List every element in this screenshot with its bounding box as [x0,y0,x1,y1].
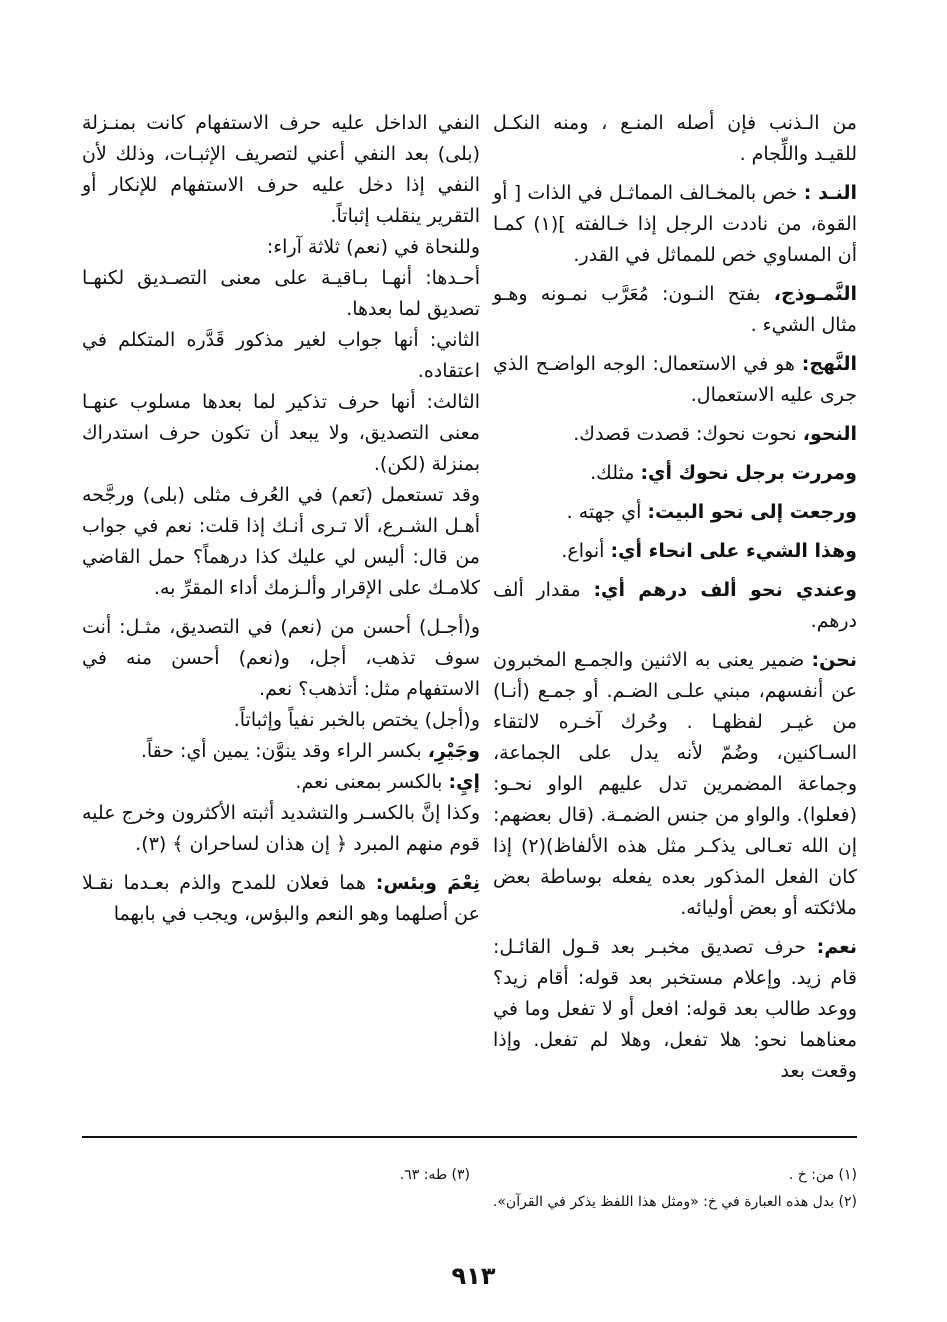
entry-text: بفتح النـون: مُعَرَّب نمـونه وهـو مثال الشيء . [493,283,857,336]
entry-term: النَّمـوذج، [773,283,857,305]
paragraph [82,705,480,736]
footnote-2: (٢) بدل هذه العبارة في خ: «ومثل هذا اللفظ يذكر في القرآن». [492,1194,857,1210]
paragraph [493,349,857,411]
paragraph [493,932,857,1087]
entry-text: هو في الاستعمال: الوجه الواضـح الذي جرى عليه الاستعمال. [493,353,857,406]
entry-term: وجَيْرِ، [427,740,480,762]
entry-term: نعم: [816,936,857,958]
paragraph [82,767,480,798]
entry-text: وكذا إنَّ بالكسـر والتشديد أثبته الأكثرون وخرج عليه قوم منهم المبرد ﴿ إن هذان لساحران ﴾ (٣). [82,802,480,855]
footnote-divider [82,1136,857,1138]
entry-text: وقد تستعمل (نَعم) في العُرف مثلى (بلى) ورجَّحه أهـل الشـرع، ألا تـرى أنـك إذا قلت: نعم في جواب من قال: أليس لي عليك كذا درهماً؟ حمل القاضي كلامـك على الإقرار وألـزمك أداء المقرِّ به. [82,484,480,599]
paragraph [82,387,480,480]
entry-text: حرف تصديق مخبـر بعد قـول القائـل: قام زيد. وإعلام مستخبر بعد قوله: أقام زيد؟ ووعد طالب بعد قوله: افعل أو لا تفعل وما في معناهما نحو: هلا تفعل، وهلا لم تفعل. وإذا وقعت بعد [493,936,857,1082]
right-column [493,108,857,1087]
entry-term: النـد : [803,182,857,204]
paragraph [82,480,480,604]
entry-text: من الـذنب فإن أصله المنـع ، ومنه النكـل للقيـد واللِّجام . [493,112,857,165]
paragraph [82,798,480,860]
paragraph [493,536,857,567]
paragraph [82,232,480,263]
paragraph [82,325,480,387]
entry-text: بالكسر بمعنى نعم. [295,771,449,793]
paragraph [82,108,480,232]
entry-text: ضمير يعنى به الاثنين والجمـع المخبرون عن أنفسهم، مبني علـى الضـم. أو جمـع (أنـا) من غيـر لفظهـا . وحُرك آخـره لالتقاء السـاكنين، وضُمّ لأنه يدل على الجماعة، وجماعة المضمرين تدل عليهم الواو نحـو: (فعلوا). والواو من جنس الضمـة. (قال بعضهم: إن الله تعـالى يذكـر مثل هذه الألفاظ)(٢) إذا كان الفعل المذكور بعده يفعله بوساطة بعض ملائكته أو بعض أوليائه. [493,649,857,919]
left-column [82,108,480,930]
entry-term: وعندي نحو ألف درهم أي: [593,579,857,601]
entry-term: وهذا الشيء على انحاء أي: [610,540,857,562]
paragraph [82,612,480,705]
entry-text: النفي الداخل عليه حرف الاستفهام كانت بمنـزلة (بلى) بعد النفي أعني لتصريف الإثبـات، وذلك لأن النفي إذا دخل عليه حرف الاستفهام للإنكار أو التقرير ينقلب إثباتاً. [82,112,480,227]
entry-text: نحوت نحوك: قصدت قصدك. [573,423,803,445]
entry-term: ورجعت إلى نحو البيت: [647,501,857,523]
paragraph [493,645,857,924]
entry-text: مقدار ألف درهم. [493,579,857,632]
paragraph [493,419,857,450]
entry-text: أنواع. [561,540,611,562]
footnote-1: (١) من: خ . [788,1167,857,1183]
entry-term: نِعْمَ وبئس: [375,872,480,894]
paragraph [82,736,480,767]
entry-text: أحـدها: أنهـا بـاقيـة على معنى التصـديق لكنهـا تصديق لما بعدها. [82,267,480,320]
paragraph [493,178,857,271]
paragraph [82,868,480,930]
paragraph [82,263,480,325]
entry-text: بكسر الراء وقد ينوَّن: يمين أي: حقاً. [140,740,428,762]
entry-text: الثالث: أنها حرف تذكير لما بعدها مسلوب عنهـا معنى التصديق، ولا يبعد أن تكون حرف استدراك بمنزلة (لكن). [82,391,480,475]
entry-text: أي جهته . [566,501,648,523]
entry-term: النَّهج: [801,353,857,375]
paragraph [493,497,857,528]
entry-text: خص بالمخـالف المماثـل في الذات [ أو القوة، من ناددت الرجل إذا خـالفته ](١) كمـا أن المساوي خص للمماثل في القدر. [493,182,858,266]
entry-text: وللنحاة في (نعم) ثلاثة آراء: [266,236,480,258]
entry-term: النحو، [802,423,857,445]
paragraph [493,108,857,170]
entry-term: إيِ: [448,771,480,793]
paragraph [493,575,857,637]
entry-text: و(أجـل) أحسن من (نعم) في التصديق، مثـل: أنت سوف تذهب، أجل، و(نعم) أحسن منه في الاستفهام مثل: أتذهب؟ نعم. [82,616,480,700]
paragraph [493,279,857,341]
entry-text: الثاني: أنها جواب لغير مذكور قَدَّره المتكلم في اعتقاده. [82,329,480,382]
paragraph [493,458,857,489]
footnote-3: (٣) طه: ٦٣. [399,1167,470,1183]
page-number: ٩١٣ [451,1262,496,1290]
entry-text: مثلك. [590,462,641,484]
entry-text: هما فعلان للمدح والذم بعـدما نقـلا عن أصلهما وهو النعم والبؤس، ويجب في بابهما [82,872,480,925]
entry-term: نحن: [811,649,857,671]
entry-text: و(أجل) يختص بالخبر نفياً وإثباتاً. [233,709,480,731]
entry-term: ومررت برجل نحوك أي: [640,462,857,484]
